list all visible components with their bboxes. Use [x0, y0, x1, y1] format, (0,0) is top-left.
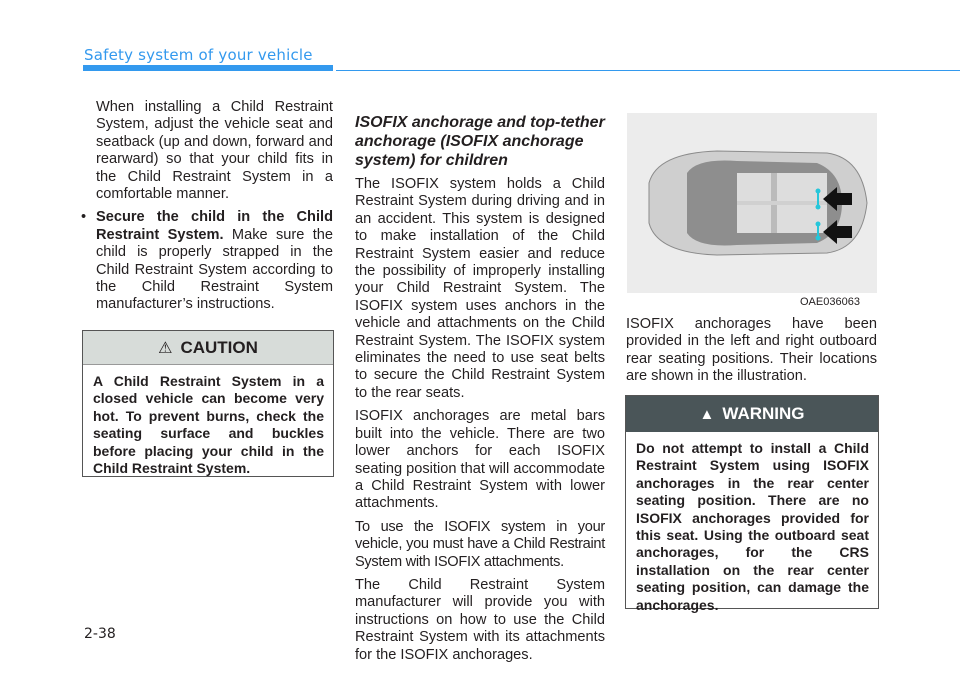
header-bar [83, 65, 333, 71]
warning-box [625, 395, 879, 613]
bullet-text: Make sure the child is properly strapped in the Child Restraint System according to the Child Restraint System manufacturer’s instructions. [96, 226, 333, 313]
caution-triangle-icon: ⚠ [158, 339, 173, 357]
warning-header [626, 396, 878, 432]
caution-header [83, 331, 333, 365]
right-column [626, 316, 877, 392]
bullet-secure-child [81, 209, 333, 313]
isofix-paragraph: ISOFIX anchorages are metal bars built into the vehicle. There are two lower anchors for each ISOFIX seating position that will accommodate a Child Restraint System with lower attachments. [355, 408, 605, 512]
isofix-paragraph: The ISOFIX system holds a Child Restraint System during driving and in an accident. This system is designed to make installation of the Child Restraint System easier and reduce the possibility of improperly installing your Child Restraint System. The ISOFIX system uses anchors in the vehicle and attachments on the Child Restraint System. The ISOFIX system eliminates the need to use seat belts to secure the Child Restraint System to the rear seats. [355, 176, 605, 401]
section-title: Safety system of your vehicle [84, 46, 313, 64]
left-column [81, 99, 333, 320]
bullet-bold: Secure the child in the Child Restraint System. [96, 209, 333, 243]
caution-box [82, 330, 334, 477]
warning-title: WARNING [722, 404, 805, 423]
page-number: 2-38 [84, 626, 116, 642]
warning-body: Do not attempt to install a Child Restraint System using ISOFIX anchorages in the rear center seating position. There are no ISOFIX anchorages provided for this seat. Using the outboard seat anchorages, for the CRS installation on the rear center seating position, can damage the anchorages. [636, 440, 869, 613]
isofix-paragraph: To use the ISOFIX system in your vehicle, you must have a Child Restraint System with ISOFIX attachments. [355, 518, 605, 570]
caution-title: CAUTION [180, 337, 258, 357]
header-rule [336, 70, 960, 71]
bullet-icon: • [81, 209, 87, 226]
child-restraint-adjust-text: When installing a Child Restraint System, adjust the vehicle seat and seatback (up and down, forward and rearward) so that your child fits in the Child Restraint System in a comfortable manner. [96, 99, 333, 203]
isofix-heading: ISOFIX anchorage and top-tether anchorage (ISOFIX anchorage system) for children [355, 114, 605, 169]
warning-triangle-icon: ▲ [699, 405, 715, 423]
car-top-view-icon [627, 113, 877, 293]
isofix-car-illustration [627, 113, 877, 293]
isofix-location-text: ISOFIX anchorages have been provided in the left and right outboard rear seating positions. Their locations are shown in the illustration. [626, 316, 877, 385]
caution-body: A Child Restraint System in a closed vehicle can become very hot. To prevent burns, check the seating surface and buckles before placing your child in the Child Restraint System. [93, 373, 324, 477]
middle-column [355, 113, 605, 670]
figure-code: OAE036063 [800, 296, 860, 308]
isofix-paragraph: The Child Restraint System manufacturer will provide you with instructions on how to use the Child Restraint System with its attachments for the ISOFIX anchorages. [355, 576, 605, 663]
